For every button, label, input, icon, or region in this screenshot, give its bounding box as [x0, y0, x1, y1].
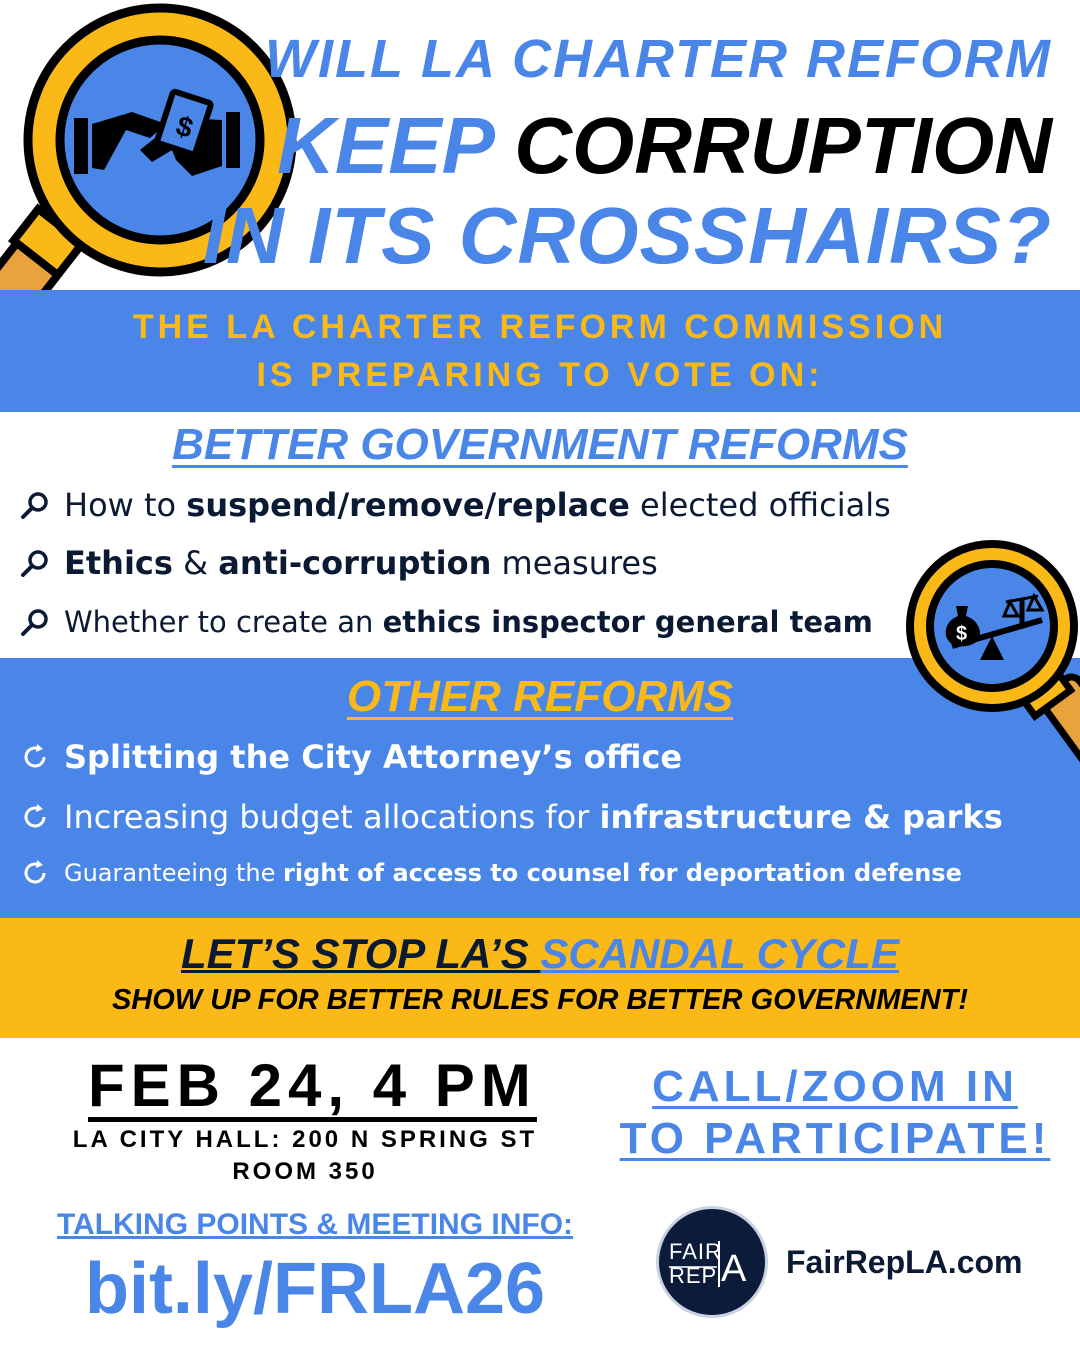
- svg-text:REP: REP: [669, 1263, 718, 1288]
- cta-line-1: LET’S STOP LA’S SCANDAL CYCLE: [181, 930, 899, 977]
- meeting-info-link[interactable]: bit.ly/FRLA26: [84, 1249, 546, 1329]
- list-item: How to suspend/remove/replace elected officials: [20, 486, 891, 524]
- refresh-icon: [20, 742, 50, 772]
- event-room: ROOM 350: [232, 1158, 378, 1185]
- participate-link[interactable]: TO PARTICIPATE!: [619, 1114, 1051, 1163]
- svg-text:$: $: [172, 109, 197, 145]
- list-item: Ethics & anti-corruption measures: [20, 544, 658, 582]
- svg-text:FAIR: FAIR: [669, 1239, 722, 1264]
- headline-line-3: IN ITS CROSSHAIRS?: [202, 191, 1052, 280]
- better-reforms-title: BETTER GOVERNMENT REFORMS: [172, 420, 908, 469]
- list-item: Whether to create an ethics inspector general team: [20, 605, 873, 639]
- search-icon: [20, 490, 50, 520]
- talking-points-label: TALKING POINTS & MEETING INFO:: [56, 1208, 574, 1241]
- event-address: LA CITY HALL: 200 N SPRING ST: [72, 1126, 538, 1153]
- call-zoom-link[interactable]: CALL/ZOOM IN: [652, 1062, 1018, 1111]
- website-link[interactable]: FairRepLA.com: [786, 1244, 1023, 1280]
- svg-text:A: A: [721, 1248, 747, 1290]
- headline-line-2: [277, 100, 1052, 192]
- cta-banner: [0, 918, 1080, 1038]
- search-icon: [20, 607, 50, 637]
- refresh-icon: [20, 802, 50, 832]
- magnifier-scale-icon: [906, 536, 1080, 806]
- cta-line-2: SHOW UP FOR BETTER RULES FOR BETTER GOVERNMENT!: [111, 984, 969, 1016]
- svg-text:$: $: [956, 623, 968, 645]
- event-date: FEB 24, 4 PM: [88, 1055, 537, 1122]
- fairrep-logo: [656, 1206, 768, 1318]
- search-icon: [20, 548, 50, 578]
- commission-line-1: THE LA CHARTER REFORM COMMISSION: [132, 308, 948, 346]
- commission-banner: [0, 290, 1080, 412]
- commission-line-2: IS PREPARING TO VOTE ON:: [256, 356, 824, 394]
- refresh-icon: [20, 858, 50, 888]
- headline-keep: KEEP: [277, 101, 492, 190]
- headline-corruption: CORRUPTION: [514, 101, 1052, 190]
- list-item: Guaranteeing the right of access to counsel for deportation defense: [20, 858, 962, 888]
- headline-line-1: WILL LA CHARTER REFORM: [265, 29, 1052, 89]
- list-item: Increasing budget allocations for infrastructure & parks: [20, 798, 1003, 836]
- other-reforms-title: OTHER REFORMS: [346, 672, 734, 721]
- list-item: Splitting the City Attorney’s office: [20, 738, 682, 776]
